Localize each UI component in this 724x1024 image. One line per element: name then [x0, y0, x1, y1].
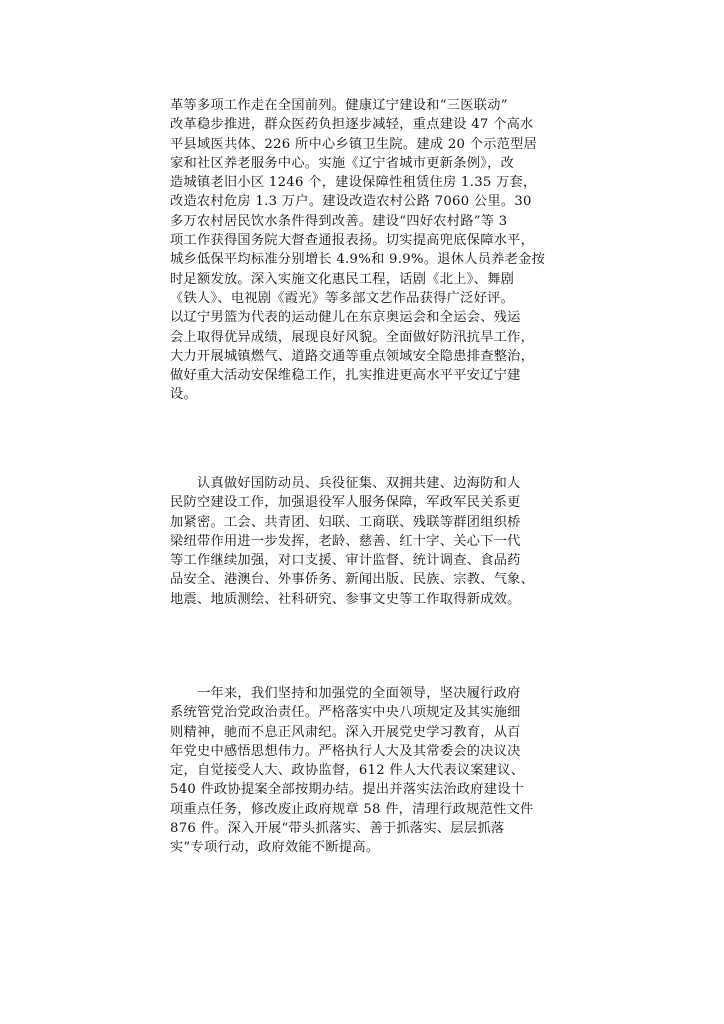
- text-line: 项重点任务，修改废止政府规章 58 件，清理行政规范性文件: [170, 801, 534, 817]
- text-line: 实”专项行动，政府效能不断提高。: [170, 840, 380, 856]
- text-line: 认真做好国防动员、兵役征集、双拥共建、边海防和人: [170, 476, 521, 491]
- text-line: 以辽宁男篮为代表的运动健儿在东京奥运会和全运会、残运: [170, 310, 521, 326]
- text-line: 做好重大活动安保维稳工作，扎实推进更高水平平安辽宁建: [170, 368, 521, 384]
- text-line: 设。: [170, 387, 197, 403]
- text-line: 时足额发放。深入实施文化惠民工程，话剧《北上》、舞剧: [170, 271, 515, 287]
- text-line: 《铁人》、电视剧《霞光》等多部文艺作品获得广泛好评。: [170, 290, 515, 306]
- text-line: 540 件政协提案全部按期办结。提出并落实法治政府建设十: [170, 782, 525, 798]
- paragraph-defense-and-organizations: [170, 474, 570, 609]
- text-line: 民防空建设工作，加强退役军人服务保障，军政军民关系更: [170, 495, 521, 511]
- text-line: 改革稳步推进，群众医药负担逐步减轻，重点建设 47 个高水: [170, 117, 534, 133]
- text-line: 876 件。深入开展“带头抓落实、善于抓落实、层层抓落: [170, 821, 505, 837]
- text-line: 一年来，我们坚持和加强党的全面领导，坚决履行政府: [170, 686, 521, 701]
- text-line: 加紧密。工会、共青团、妇联、工商联、残联等群团组织桥: [170, 514, 521, 530]
- text-line: 则精神，驰而不息正风肃纪。深入开展党史学习教育，从百: [170, 724, 521, 740]
- text-line: 平县域医共体、226 所中心乡镇卫生院。建成 20 个示范型居: [170, 136, 538, 152]
- paragraph-livelihood: [170, 96, 570, 405]
- text-line: 定，自觉接受人大、政协监督，612 件人大代表议案建议、: [170, 763, 525, 779]
- text-line: 家和社区养老服务中心。实施《辽宁省城市更新条例》，改: [170, 155, 515, 171]
- text-line: 地震、地质测绘、社科研究、参事文史等工作取得新成效。: [170, 591, 521, 607]
- text-line: 梁纽带作用进一步发挥，老龄、慈善、红十字、关心下一代: [170, 533, 521, 549]
- text-line: 改造农村危房 1.3 万户。建设改造农村公路 7060 公里。30: [170, 194, 532, 210]
- paragraph-government-governance: [170, 684, 570, 858]
- text-line: 多万农村居民饮水条件得到改善。建设“四好农村路”等 3: [170, 213, 508, 229]
- text-line: 系统管党治党政治责任。严格落实中央八项规定及其实施细: [170, 705, 521, 721]
- text-line: 年党史中感悟思想伟力。严格执行人大及其常委会的决议决: [170, 743, 521, 759]
- text-line: 等工作继续加强，对口支援、审计监督、统计调查、食品药: [170, 553, 521, 569]
- text-line: 造城镇老旧小区 1246 个，建设保障性租赁住房 1.35 万套，: [170, 175, 537, 191]
- text-line: 革等多项工作走在全国前列。健康辽宁建设和“三医联动”: [170, 98, 508, 113]
- text-line: 大力开展城镇燃气、道路交通等重点领域安全隐患排查整治，: [170, 348, 535, 364]
- text-line: 项工作获得国务院大督查通报表扬。切实提高兜底保障水平，: [170, 233, 535, 249]
- text-line: 会上取得优异成绩，展现良好风貌。全面做好防汛抗旱工作，: [170, 329, 535, 345]
- text-line: 城乡低保平均标准分别增长 4.9%和 9.9%。退休人员养老金按: [170, 252, 546, 268]
- text-line: 品安全、港澳台、外事侨务、新闻出版、民族、宗教、气象、: [170, 572, 535, 588]
